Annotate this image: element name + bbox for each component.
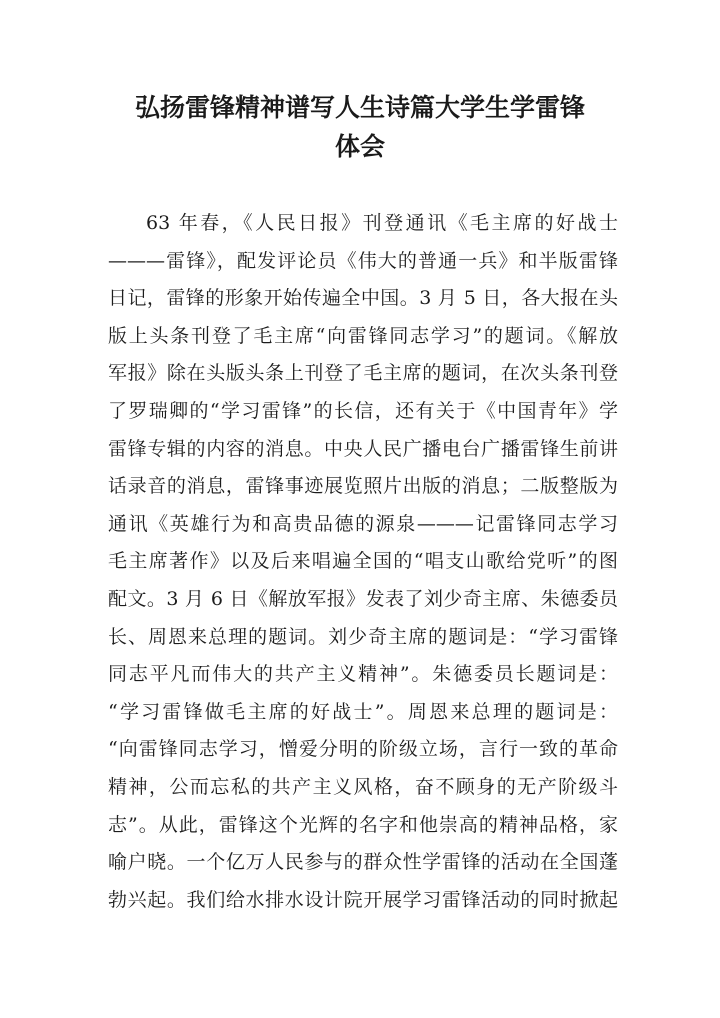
paragraph-line: “学习雷锋做毛主席的好战士”。周恩来总理的题词是： [108,700,618,723]
body-paragraph [108,205,618,919]
paragraph-line: 军报》除在头版头条上刊登了毛主席的题词，在次头条刊登 [108,362,618,385]
paragraph-line: 喻户晓。一个亿万人民参与的群众性学雷锋的活动在全国蓬 [108,851,618,874]
paragraph-line: 毛主席著作》以及后来唱遍全国的“唱支山歌给党听”的图 [108,550,618,573]
paragraph-line: 勃兴起。我们给水排水设计院开展学习雷锋活动的同时掀起 [108,888,618,911]
document-title-line-2: 体会 [334,132,385,161]
paragraph-line: 志”。从此，雷锋这个光辉的名字和他崇高的精神品格，家 [108,813,618,836]
paragraph-line: 精神，公而忘私的共产主义风格，奋不顾身的无产阶级斗 [108,775,618,798]
paragraph-line: 版上头条刊登了毛主席“向雷锋同志学习”的题词。《解放 [108,324,618,347]
paragraph-line: 雷锋专辑的内容的消息。中央人民广播电台广播雷锋生前讲 [108,437,618,460]
paragraph-line: 63 年春，《人民日报》刊登通讯《毛主席的好战士 [146,212,618,234]
paragraph-line: “向雷锋同志学习，憎爱分明的阶级立场，言行一致的革命 [108,738,618,761]
paragraph-line: 长、周恩来总理的题词。刘少奇主席的题词是：“学习雷锋 [108,625,618,648]
paragraph-line: 配文。3 月 6 日《解放军报》发表了刘少奇主席、朱德委员 [108,587,618,610]
document-title-line-1: 弘扬雷锋精神谱写人生诗篇大学生学雷锋 [134,93,585,122]
paragraph-line: 通讯《英雄行为和高贵品德的源泉———记雷锋同志学习 [108,512,618,535]
paragraph-line: ———雷锋》，配发评论员《伟大的普通一兵》和半版雷锋 [108,249,618,272]
paragraph-line: 同志平凡而伟大的共产主义精神”。朱德委员长题词是： [108,663,618,686]
paragraph-line: 话录音的消息，雷锋事迹展览照片出版的消息；二版整版为 [108,475,618,498]
paragraph-line: 了罗瑞卿的“学习雷锋”的长信，还有关于《中国青年》学 [108,399,618,422]
paragraph-line: 日记，雷锋的形象开始传遍全中国。3 月 5 日，各大报在头 [108,287,618,310]
